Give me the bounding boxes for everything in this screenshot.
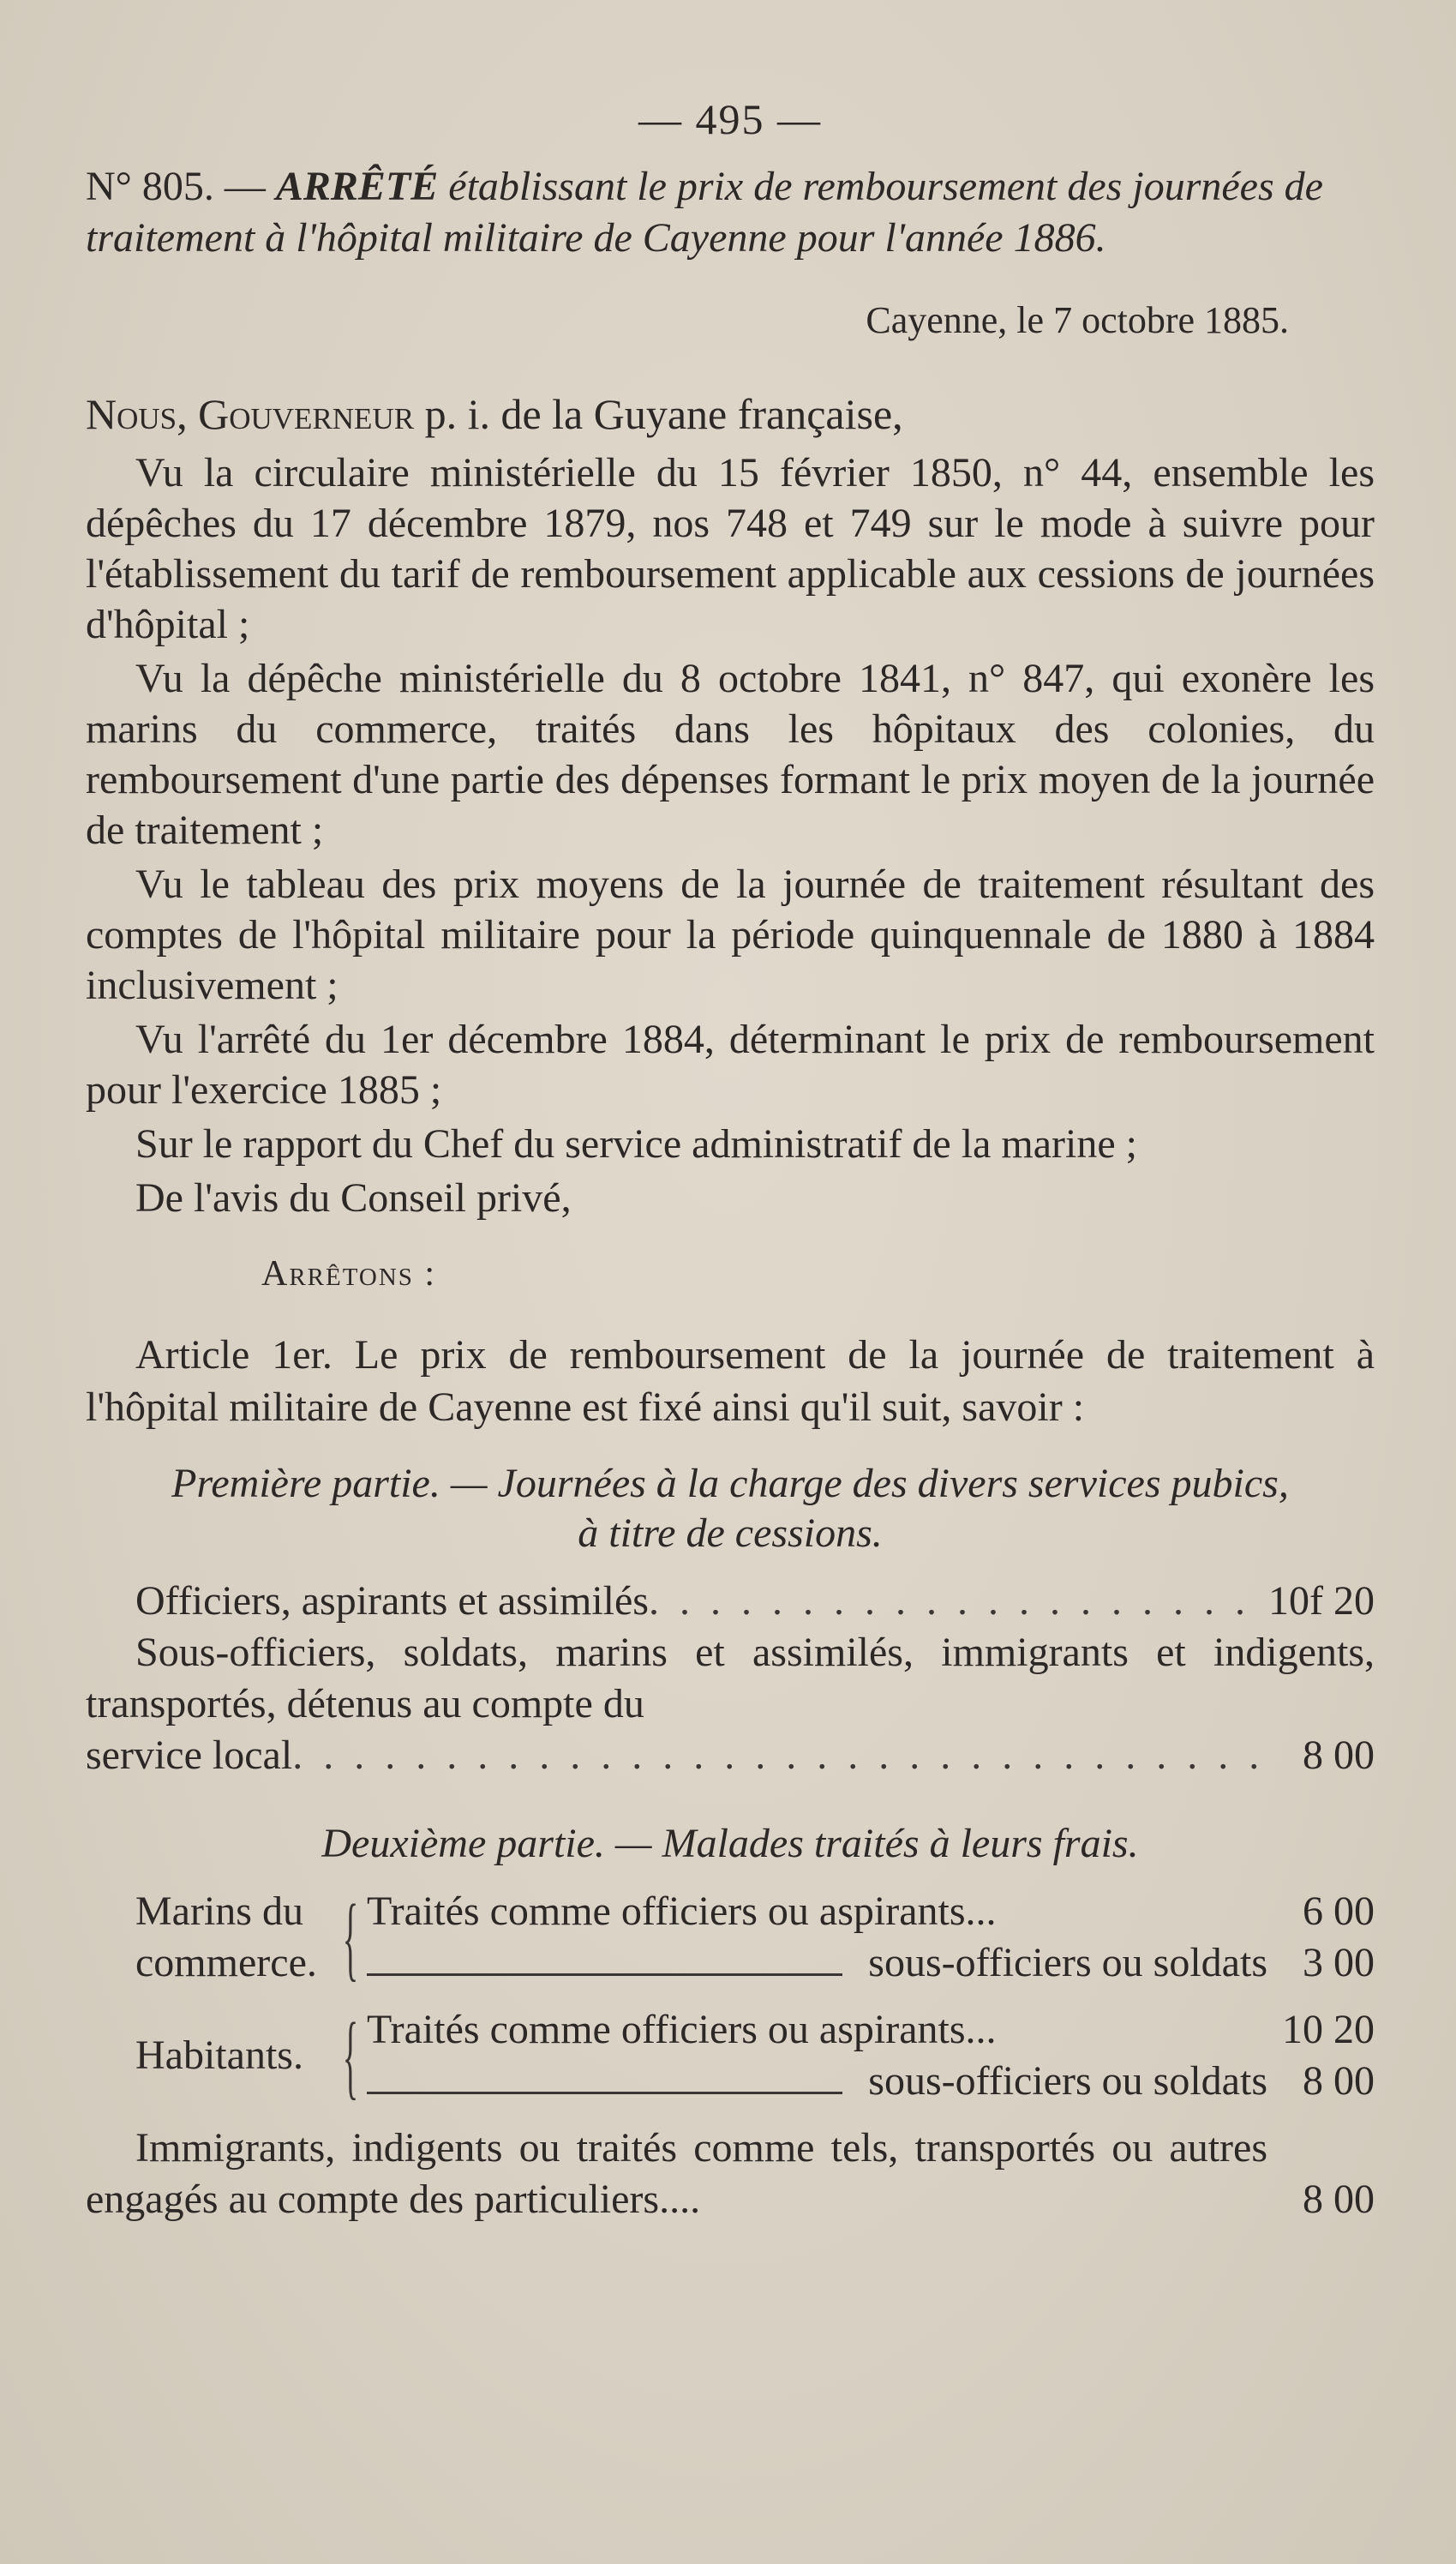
intro-rest: p. i. de la Guyane française, (414, 390, 903, 438)
brace-icon: { (342, 2003, 359, 2108)
part1-title-line1: Première partie. — Journées à la charge des divers services pubics, (171, 1461, 1289, 1506)
tariff-label: Officiers, aspirants et assimilés (135, 1578, 649, 1624)
intro-sc: Nous, Gouverneur (86, 390, 415, 438)
tariff-row-soldiers-text: Sous-officiers, soldats, marins et assimilés, immigrants et indigents, transportés, détenus au compte du (86, 1630, 1375, 1726)
part2-title: Deuxième partie. — Malades traités à leurs frais. (321, 1821, 1139, 1866)
group-label: Habitants. (135, 2033, 303, 2078)
tariff-group-habitants (86, 2004, 1375, 2107)
consideration-1: Vu la circulaire ministérielle du 15 février 1850, n° 44, ensemble les dépêches du 17 décembre 1879, nos 748 et 749 sur le mode à suivre pour l'établissement du tarif de remboursement applicable aux cessions de journées d'hôpital ; (86, 450, 1375, 647)
tariff-row-soldiers (86, 1730, 1375, 1781)
tariff-price: 10 20 (1282, 2007, 1375, 2052)
tariff-price: 6 00 (1303, 1888, 1375, 1934)
decree-title (86, 161, 1375, 264)
tariff-row-officers (86, 1576, 1375, 1627)
tariff-line (367, 1886, 1375, 1937)
tariff-group-marins (86, 1886, 1375, 1989)
part1-title (86, 1459, 1375, 1558)
ditto-rule (367, 2092, 842, 2094)
tariff-label: service local (86, 1732, 293, 1778)
consideration-5: Sur le rapport du Chef du service administratif de la marine ; (135, 1121, 1137, 1167)
decree-subject: établissant le prix de remboursement des journées de traitement à l'hôpital militaire de Cayenne pour l'année 1886. (86, 164, 1323, 261)
tariff-price: 8 00 (1303, 2177, 1375, 2222)
page-number-header: — 495 — (638, 95, 822, 143)
tariff-label: Immigrants, indigents ou traités comme tels, transportés ou autres engagés au compte des particuliers.... (86, 2125, 1267, 2222)
place-date: Cayenne, le 7 octobre 1885. (866, 299, 1289, 341)
tariff-label: sous-officiers ou soldats (868, 1940, 1267, 1985)
ditto-rule (367, 1973, 842, 1976)
tariff-price: 3 00 (1303, 1940, 1375, 1985)
tariff-line (367, 2004, 1375, 2056)
dot-leader (649, 1576, 1267, 1627)
tariff-price: 8 00 (1303, 2058, 1375, 2104)
tariff-row-immigrants (86, 2123, 1375, 2225)
decree-number: N° 805. — (86, 164, 276, 209)
article-1: Article 1er. Le prix de remboursement de la journée de traitement à l'hôpital militaire de Cayenne est fixé ainsi qu'il suit, savoir : (86, 1332, 1375, 1430)
tariff-price: 8 00 (1303, 1732, 1375, 1778)
consideration-3: Vu le tableau des prix moyens de la journée de traitement résultant des comptes de l'hôpital militaire pour la période quinquennale de 1880 à 1884 inclusivement ; (86, 862, 1375, 1008)
consideration-2: Vu la dépêche ministérielle du 8 octobre 1841, n° 847, qui exonère les marins du commerce, traités dans les hôpitaux des colonies, du remboursement d'une partie des dépenses formant le prix moyen de la journée de traitement ; (86, 656, 1375, 853)
consideration-6: De l'avis du Conseil privé, (135, 1175, 572, 1221)
brace-icon: { (342, 1885, 359, 1990)
tariff-price: 10f 20 (1268, 1578, 1375, 1624)
group-label: Marins du commerce. (135, 1888, 317, 1985)
tariff-label: Traités comme officiers ou aspirants... (367, 2007, 997, 2052)
tariff-label: sous-officiers ou soldats (868, 2058, 1267, 2104)
tariff-line (367, 1937, 1375, 1989)
tariff-label: Traités comme officiers ou aspirants... (367, 1888, 997, 1934)
consideration-4: Vu l'arrêté du 1er décembre 1884, déterminant le prix de remboursement pour l'exercice 1885 ; (86, 1017, 1375, 1113)
tariff-line (367, 2056, 1375, 2107)
dot-leader (292, 1730, 1267, 1781)
intro-line (86, 389, 1375, 439)
decree-kind: ARRÊTÉ (275, 164, 439, 209)
part1-title-line2: à titre de cessions. (578, 1510, 883, 1556)
arretons-heading: Arrêtons : (261, 1254, 437, 1294)
